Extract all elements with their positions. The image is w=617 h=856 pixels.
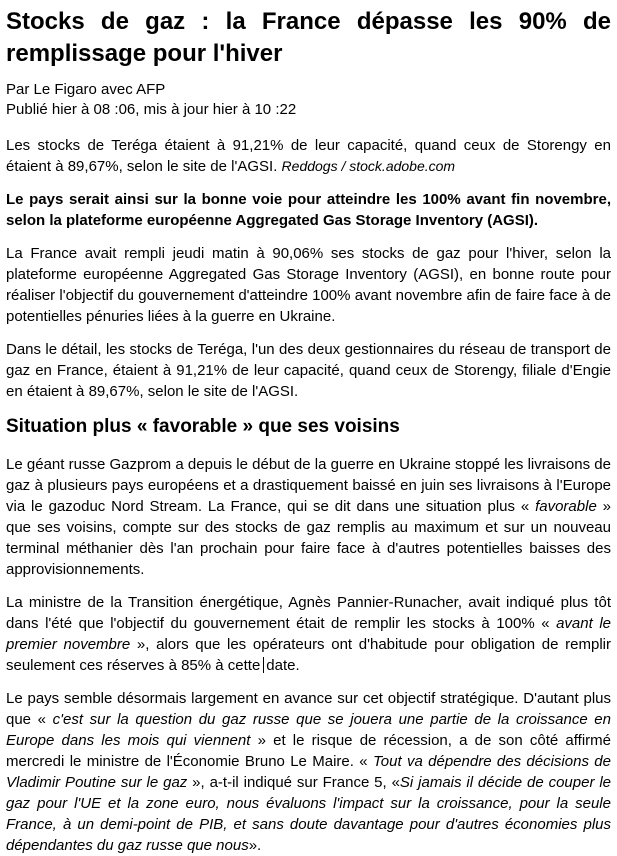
section-heading: Situation plus « favorable » que ses voisins — [6, 416, 400, 437]
paragraph-4[interactable] — [6, 592, 611, 676]
text-cursor — [263, 657, 264, 673]
paragraph-5-text: ». — [248, 837, 262, 854]
byline-block — [6, 80, 611, 120]
paragraph-1: La France avait rempli jeudi matin à 90,06% ses stocks de gaz pour l'hiver, selon la plateforme européenne Aggregated Gas Storage Inventory (AGSI), en bonne route pour réaliser l'objectif du gouvernement d'atteindre 100% avant novembre afin de faire face à de potentielles pénuries liées à la guerre en Ukraine. — [6, 245, 611, 325]
paragraph-4-quote: avant le premier novembre — [6, 615, 611, 653]
paragraph-5-text: », a-t-il indiqué sur France 5, « — [187, 774, 400, 791]
paragraph-5-quote: c'est sur la question du gaz russe que se jouera une partie de la croissance en Europe dans les mois qui viennent — [6, 711, 611, 749]
paragraph-5-quote: Tout va dépendre des décisions de Vladimir Poutine sur le gaz — [6, 753, 611, 791]
paragraph-3-text: » que ses voisins, compte sur des stocks de gaz remplis au maximum et sur un nouveau terminal méthanier dès l'an prochain pour faire face à d'autres potentielles baisses des approvisionnements. — [6, 498, 612, 578]
lead-paragraph: Le pays serait ainsi sur la bonne voie pour atteindre les 100% avant fin novembre, selon la plateforme européenne Aggregated Gas Storage Inventory (AGSI). — [6, 191, 611, 229]
paragraph-3 — [6, 454, 611, 580]
paragraph-4-text: date. — [266, 657, 300, 674]
caption-text: Les stocks de Teréga étaient à 91,21% de leur capacité, quand ceux de Storengy en étaient à 89,67%, selon le site de l'AGSI. — [6, 137, 611, 175]
publish-dateline: Publié hier à 08 :06, mis à jour hier à 10 :22 — [6, 101, 297, 118]
paragraph-5-quote: Si jamais il décide de couper le gaz pour l'UE et la zone euro, nous évaluons l'impact sur la croissance, pour la seule France, à un demi-point de PIB, et sans doute davantage pour d'autres économies plus dépendantes du gaz russe que nous — [6, 774, 612, 854]
paragraph-5-text: Le pays semble désormais largement en avance sur cet objectif stratégique. D'autant plus que « — [6, 690, 611, 728]
photo-credit: Reddogs / stock.adobe.com — [281, 158, 456, 174]
paragraph-3-text: Le géant russe Gazprom a depuis le début de la guerre en Ukraine stoppé les livraisons de gaz à plusieurs pays européens et a drastiquement baissé en juin ses livraisons à l'Europe via le gazoduc Nord Stream. La France, qui se dit dans une situation plus « — [6, 456, 611, 515]
paragraph-4-text: », alors que les opérateurs ont d'habitude pour obligation de remplir seulement ces réserves à 85% à cette — [6, 636, 611, 674]
photo-caption — [6, 135, 611, 177]
paragraph-3-quote: favorable — [535, 498, 597, 515]
paragraph-5-text: » et le risque de récession, a de son côté affirmé mercredi le ministre de l'Économie Bruno Le Maire. « — [6, 732, 611, 770]
byline: Par Le Figaro avec AFP — [6, 81, 166, 98]
article-title: Stocks de gaz : la France dépasse les 90% de remplissage pour l'hiver — [6, 8, 611, 67]
paragraph-5 — [6, 688, 611, 856]
paragraph-2: Dans le détail, les stocks de Teréga, l'un des deux gestionnaires du réseau de transport de gaz en France, étaient à 91,21% de leur capacité, quand ceux de Storengy, filiale d'Engie en étaient à 89,67%, selon le site de l'AGSI. — [6, 341, 611, 400]
paragraph-4-text: La ministre de la Transition énergétique, Agnès Pannier-Runacher, avait indiqué plus tôt dans l'été que l'objectif du gouvernement était de remplir les stocks à 100% « — [6, 594, 611, 632]
